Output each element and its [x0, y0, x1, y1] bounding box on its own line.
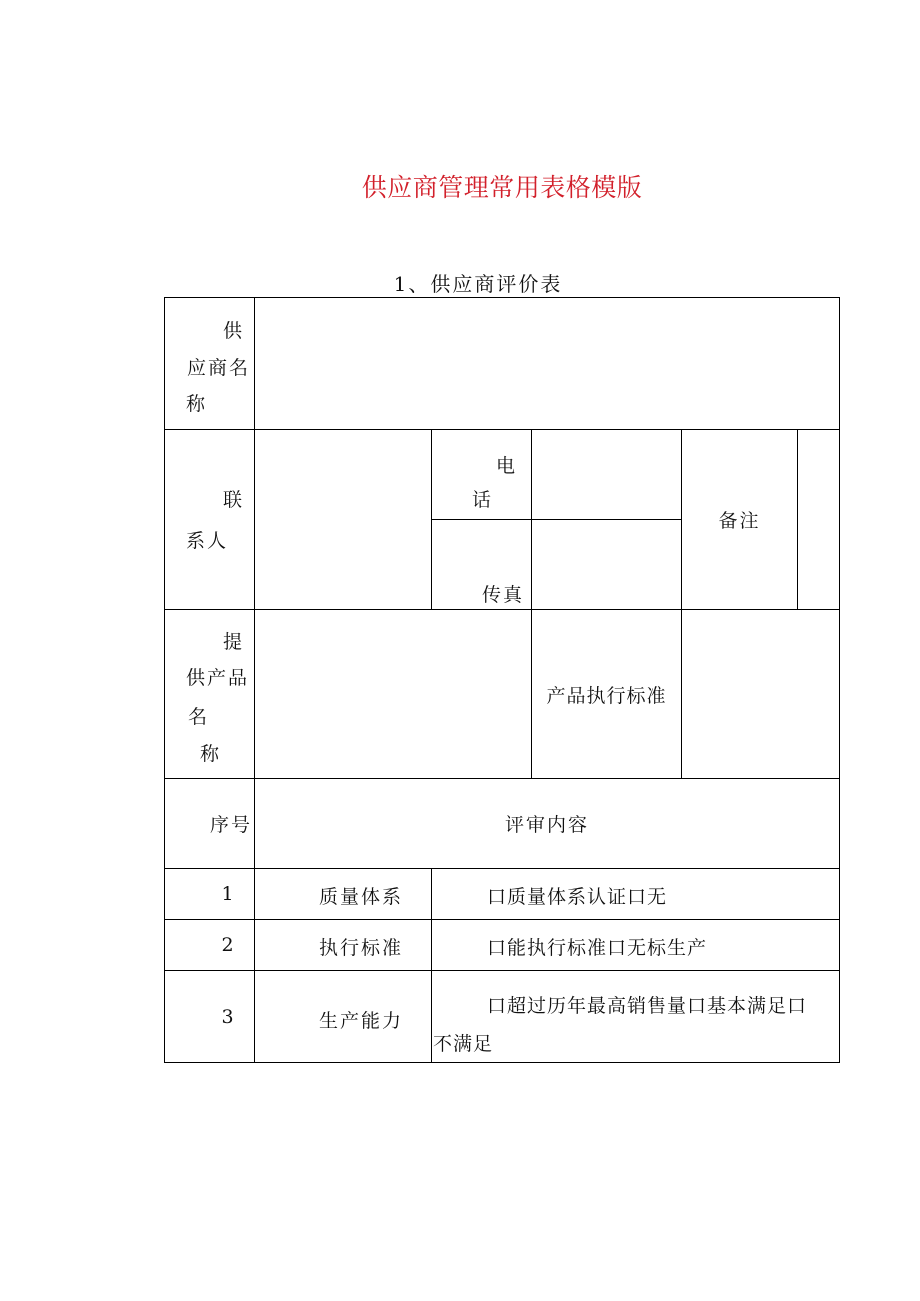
- fax-label: 传真: [481, 584, 524, 606]
- remark-label: 备注: [718, 510, 761, 532]
- fax-field[interactable]: [532, 520, 681, 609]
- row-divider: [164, 778, 840, 779]
- contact-field[interactable]: [255, 430, 431, 609]
- product-name-label: 提 供产品 名 称: [186, 631, 250, 765]
- row-options[interactable]: 口能执行标准口无标生产: [487, 937, 708, 959]
- row-options-line2[interactable]: 不满足: [433, 1033, 494, 1055]
- document-title: 供应商管理常用表格模版: [361, 173, 643, 202]
- table-border-bottom: [164, 1062, 840, 1063]
- row-no: 3: [221, 1005, 236, 1028]
- table-row: [165, 920, 839, 970]
- contact-label: 联 系人: [186, 489, 244, 552]
- row-options-line1[interactable]: 口超过历年最高销售量口基本满足口: [487, 995, 808, 1017]
- row-options[interactable]: 口质量体系认证口无: [487, 886, 668, 908]
- row-no: 1: [221, 883, 236, 905]
- row-item: 生产能力: [319, 1010, 404, 1032]
- row-no: 2: [221, 934, 236, 956]
- table-row: [165, 971, 839, 1062]
- supplier-name-field[interactable]: [255, 298, 839, 429]
- product-name-field[interactable]: [255, 610, 531, 778]
- table-border-right: [839, 297, 840, 1063]
- review-header-content: 评审内容: [505, 814, 590, 836]
- table-row: [165, 869, 839, 919]
- section-title: 1、供应商评价表: [393, 272, 563, 296]
- review-header-no: 序号: [209, 814, 252, 836]
- row-item: 执行标准: [319, 937, 404, 959]
- remark-field[interactable]: [798, 430, 839, 609]
- supplier-name-label: 供 应商名 称: [186, 320, 250, 415]
- phone-label: 电 话: [472, 455, 517, 511]
- product-standard-field[interactable]: [682, 610, 839, 778]
- row-item: 质量体系: [319, 886, 404, 908]
- product-standard-label: 产品执行标准: [546, 684, 667, 707]
- phone-field[interactable]: [532, 430, 681, 519]
